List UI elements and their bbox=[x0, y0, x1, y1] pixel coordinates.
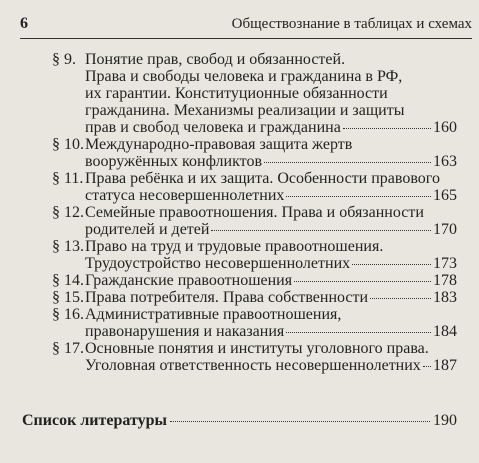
title-line: Права ребёнка и их защита. Особенности правового bbox=[85, 170, 440, 187]
page-ref: 163 bbox=[433, 153, 457, 170]
page-ref: 178 bbox=[433, 272, 457, 289]
page-header bbox=[20, 14, 472, 34]
title-line: Понятие прав, свобод и обязанностей. bbox=[85, 51, 346, 68]
section-title bbox=[85, 238, 457, 272]
section-title bbox=[85, 340, 457, 374]
literature-page: 190 bbox=[433, 412, 457, 429]
page-ref: 184 bbox=[433, 323, 457, 340]
toc-entry bbox=[0, 289, 479, 306]
toc-entry bbox=[0, 340, 479, 374]
title-text: Права потребителя. Права собственности bbox=[85, 289, 369, 306]
toc-entry bbox=[0, 238, 479, 272]
dot-leader bbox=[286, 332, 431, 333]
toc-entry bbox=[0, 136, 479, 170]
section-title bbox=[85, 272, 457, 289]
title-line: Семейные правоотношения. Права и обязанности bbox=[85, 204, 424, 221]
section-title bbox=[85, 136, 457, 170]
title-text: Уголовная ответственность несовершеннолетних bbox=[85, 357, 421, 374]
running-title: Обществознание в таблицах и схемах bbox=[231, 16, 472, 32]
section-number: § 15. bbox=[52, 289, 84, 306]
toc-entry bbox=[0, 204, 479, 238]
title-text: родителей и детей bbox=[85, 221, 210, 238]
title-text: статуса несовершеннолетних bbox=[85, 187, 285, 204]
dot-leader bbox=[286, 196, 431, 197]
section-title bbox=[85, 170, 457, 204]
page-ref: 183 bbox=[433, 289, 457, 306]
title-line bbox=[85, 357, 457, 374]
title-line bbox=[85, 255, 457, 272]
title-line: их гарантии. Конституционные обязанности bbox=[85, 85, 388, 102]
section-number: § 11. bbox=[52, 170, 84, 187]
table-of-contents bbox=[0, 51, 479, 374]
section-number: § 12. bbox=[52, 204, 84, 221]
section-number: § 9. bbox=[52, 51, 76, 68]
page-ref: 160 bbox=[433, 119, 457, 136]
toc-entry bbox=[0, 51, 479, 136]
page-ref: 187 bbox=[433, 357, 457, 374]
title-line bbox=[85, 153, 457, 170]
toc-entry bbox=[0, 272, 479, 289]
section-number: § 16. bbox=[52, 306, 84, 323]
title-line bbox=[85, 289, 457, 306]
dot-leader bbox=[352, 264, 431, 265]
title-line bbox=[85, 119, 457, 136]
title-line bbox=[85, 272, 457, 289]
dot-leader bbox=[294, 281, 431, 282]
title-line: Основные понятия и институты уголовного права. bbox=[85, 340, 429, 357]
title-text: вооружённых конфликтов bbox=[85, 153, 262, 170]
page-ref: 173 bbox=[433, 255, 457, 272]
dot-leader bbox=[170, 421, 430, 422]
toc-entry-literature bbox=[22, 412, 457, 430]
header-rule bbox=[20, 38, 472, 39]
section-title bbox=[85, 306, 457, 340]
toc-entry bbox=[0, 170, 479, 204]
title-line: Права и свободы человека и гражданина в РФ, bbox=[85, 68, 403, 85]
title-line bbox=[85, 187, 457, 204]
section-number: § 13. bbox=[52, 238, 84, 255]
title-text: прав и свобод человека и гражданина bbox=[85, 119, 341, 136]
literature-title: Список литературы bbox=[22, 412, 167, 429]
title-line: Право на труд и трудовые правоотношения. bbox=[85, 238, 384, 255]
title-line bbox=[85, 323, 457, 340]
section-number: § 17. bbox=[52, 340, 84, 357]
dot-leader bbox=[343, 128, 431, 129]
dot-leader bbox=[423, 366, 431, 367]
title-text: правонарушения и наказания bbox=[85, 323, 285, 340]
title-line: гражданина. Механизмы реализации и защиты bbox=[85, 102, 405, 119]
title-line bbox=[85, 221, 457, 238]
toc-entry bbox=[0, 306, 479, 340]
dot-leader bbox=[211, 230, 431, 231]
dot-leader bbox=[264, 162, 431, 163]
section-title bbox=[85, 289, 457, 306]
section-number: § 14. bbox=[52, 272, 84, 289]
section-title bbox=[85, 51, 457, 136]
title-text: Трудоустройство несовершеннолетних bbox=[85, 255, 351, 272]
section-number: § 10. bbox=[52, 136, 84, 153]
title-line: Административные правоотношения, bbox=[85, 306, 342, 323]
page-ref: 170 bbox=[433, 221, 457, 238]
page-number: 6 bbox=[20, 15, 28, 32]
title-text: Гражданские правоотношения bbox=[85, 272, 293, 289]
page-ref: 165 bbox=[433, 187, 457, 204]
title-line: Международно-правовая защита жертв bbox=[85, 136, 353, 153]
section-title bbox=[85, 204, 457, 238]
dot-leader bbox=[370, 298, 431, 299]
